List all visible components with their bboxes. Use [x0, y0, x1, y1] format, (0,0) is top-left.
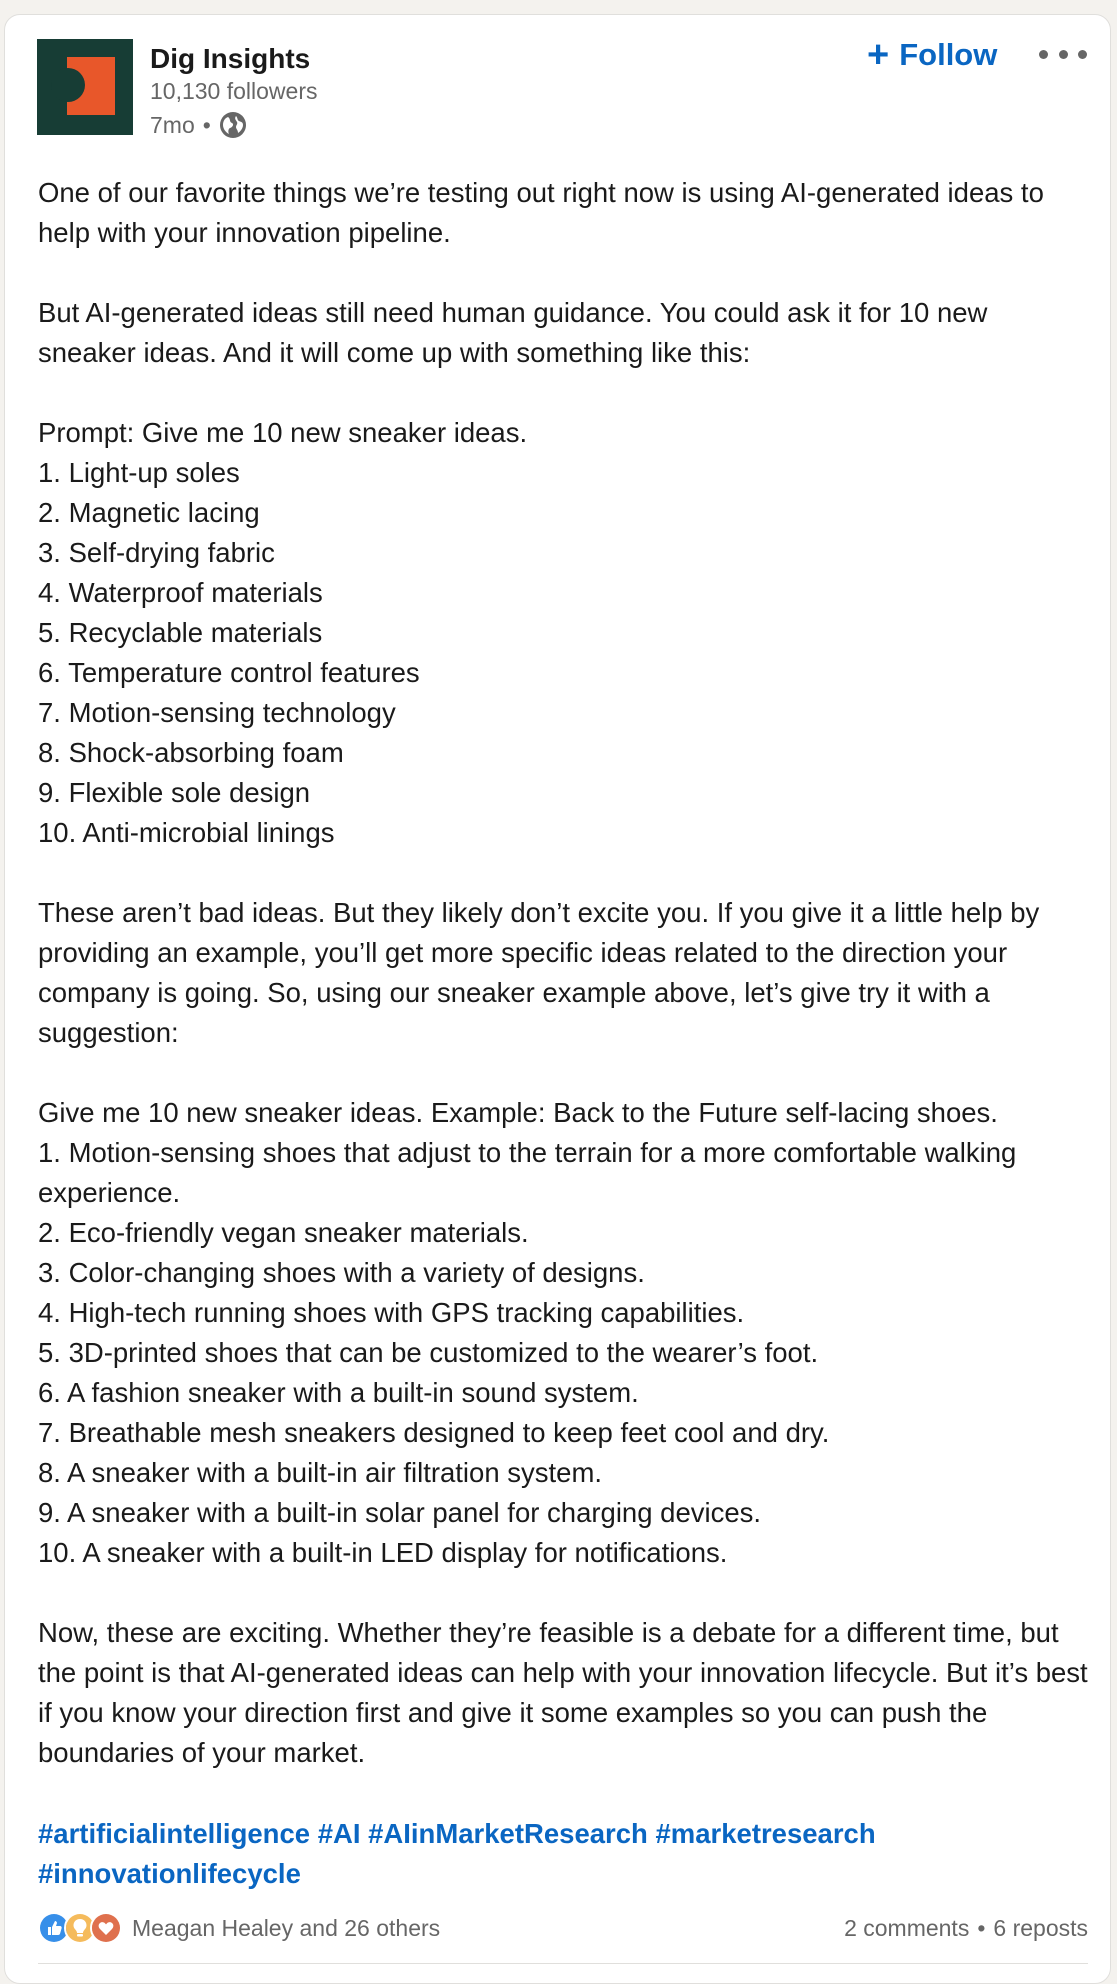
- more-options-button[interactable]: [1039, 39, 1087, 69]
- dig-insights-logo-icon: [37, 39, 133, 135]
- hashtag-link[interactable]: #AI: [317, 1818, 361, 1849]
- list-item: 7. Breathable mesh sneakers designed to keep feet cool and dry.: [38, 1417, 830, 1448]
- list-item: 1. Motion-sensing shoes that adjust to the terrain for a more comfortable walking experience.: [38, 1137, 1017, 1208]
- list-item: 2. Eco-friendly vegan sneaker materials.: [38, 1217, 529, 1248]
- three-dots-icon: [1039, 50, 1048, 59]
- reactions-text: Meagan Healey and 26 others: [132, 1914, 441, 1941]
- list-item: 10. A sneaker with a built-in LED display for notifications.: [38, 1537, 728, 1568]
- company-logo[interactable]: [37, 39, 133, 135]
- reposts-count-link[interactable]: 6 reposts: [993, 1914, 1088, 1941]
- list-item: 9. A sneaker with a built-in solar panel for charging devices.: [38, 1497, 762, 1528]
- divider: [38, 1963, 1088, 1964]
- post-paragraph-conclusion: Now, these are exciting. Whether they’re feasible is a debate for a different time, but the point is that AI-generated ideas can help with your innovation lifecycle. But it’s best if you know your direction first and give it some examples so you can push the boundaries of your market.: [38, 1617, 1088, 1768]
- sneaker-list-basic: [38, 453, 1088, 853]
- post-prompt-1: Prompt: Give me 10 new sneaker ideas.: [38, 417, 528, 448]
- love-icon: [90, 1912, 122, 1944]
- list-item: 9. Flexible sole design: [38, 777, 311, 808]
- list-item: 3. Color-changing shoes with a variety of designs.: [38, 1257, 645, 1288]
- social-counts-bar: [38, 1908, 1088, 1948]
- engagement-counts: [844, 1915, 1088, 1942]
- hashtag-link[interactable]: #innovationlifecycle: [38, 1858, 301, 1889]
- reaction-icons: [38, 1912, 122, 1944]
- reactions-summary[interactable]: [38, 1912, 440, 1944]
- plus-icon: +: [867, 34, 890, 76]
- list-item: 8. Shock-absorbing foam: [38, 737, 344, 768]
- list-item: 8. A sneaker with a built-in air filtration system.: [38, 1457, 602, 1488]
- post-text: [38, 173, 1088, 1773]
- list-item: 4. Waterproof materials: [38, 577, 323, 608]
- post-time: 7mo: [150, 111, 195, 138]
- list-item: 6. Temperature control features: [38, 657, 420, 688]
- list-item: 5. Recyclable materials: [38, 617, 323, 648]
- hashtags: [38, 1814, 1088, 1894]
- list-item: 6. A fashion sneaker with a built-in sound system.: [38, 1377, 639, 1408]
- post-paragraph-intro-1: One of our favorite things we’re testing out right now is using AI-generated ideas to help with your innovation pipeline.: [38, 177, 1044, 248]
- post-prompt-2: Give me 10 new sneaker ideas. Example: Back to the Future self-lacing shoes.: [38, 1097, 998, 1128]
- list-item: 10. Anti-microbial linings: [38, 817, 335, 848]
- list-item: 1. Light-up soles: [38, 457, 240, 488]
- post-meta: [150, 111, 247, 139]
- hashtag-link[interactable]: #AIinMarketResearch: [368, 1818, 648, 1849]
- follow-label: Follow: [899, 37, 998, 72]
- meta-separator: •: [202, 111, 211, 138]
- follower-count: 10,130 followers: [150, 78, 318, 104]
- follow-button[interactable]: [867, 33, 997, 77]
- list-item: 2. Magnetic lacing: [38, 497, 260, 528]
- list-item: 4. High-tech running shoes with GPS tracking capabilities.: [38, 1297, 745, 1328]
- list-item: 5. 3D-printed shoes that can be customized to the wearer’s foot.: [38, 1337, 819, 1368]
- post-card: [4, 14, 1111, 1984]
- globe-icon: [219, 111, 247, 139]
- hashtag-link[interactable]: #marketresearch: [655, 1818, 876, 1849]
- company-name[interactable]: Dig Insights: [150, 43, 311, 74]
- list-item: 3. Self-drying fabric: [38, 537, 275, 568]
- counts-separator: •: [977, 1914, 986, 1941]
- hashtag-link[interactable]: #artificialintelligence: [38, 1818, 311, 1849]
- sneaker-list-guided: [38, 1133, 1088, 1573]
- post-paragraph-middle: These aren’t bad ideas. But they likely don’t excite you. If you give it a little help by providing an example, you’ll get more specific ideas related to the direction your company is going. So, using our sneaker example above, let’s give try it with a suggestion:: [38, 897, 1040, 1048]
- post-paragraph-intro-2: But AI-generated ideas still need human guidance. You could ask it for 10 new sneaker ideas. And it will come up with something like this:: [38, 297, 988, 368]
- comments-count-link[interactable]: 2 comments: [844, 1914, 970, 1941]
- list-item: 7. Motion-sensing technology: [38, 697, 396, 728]
